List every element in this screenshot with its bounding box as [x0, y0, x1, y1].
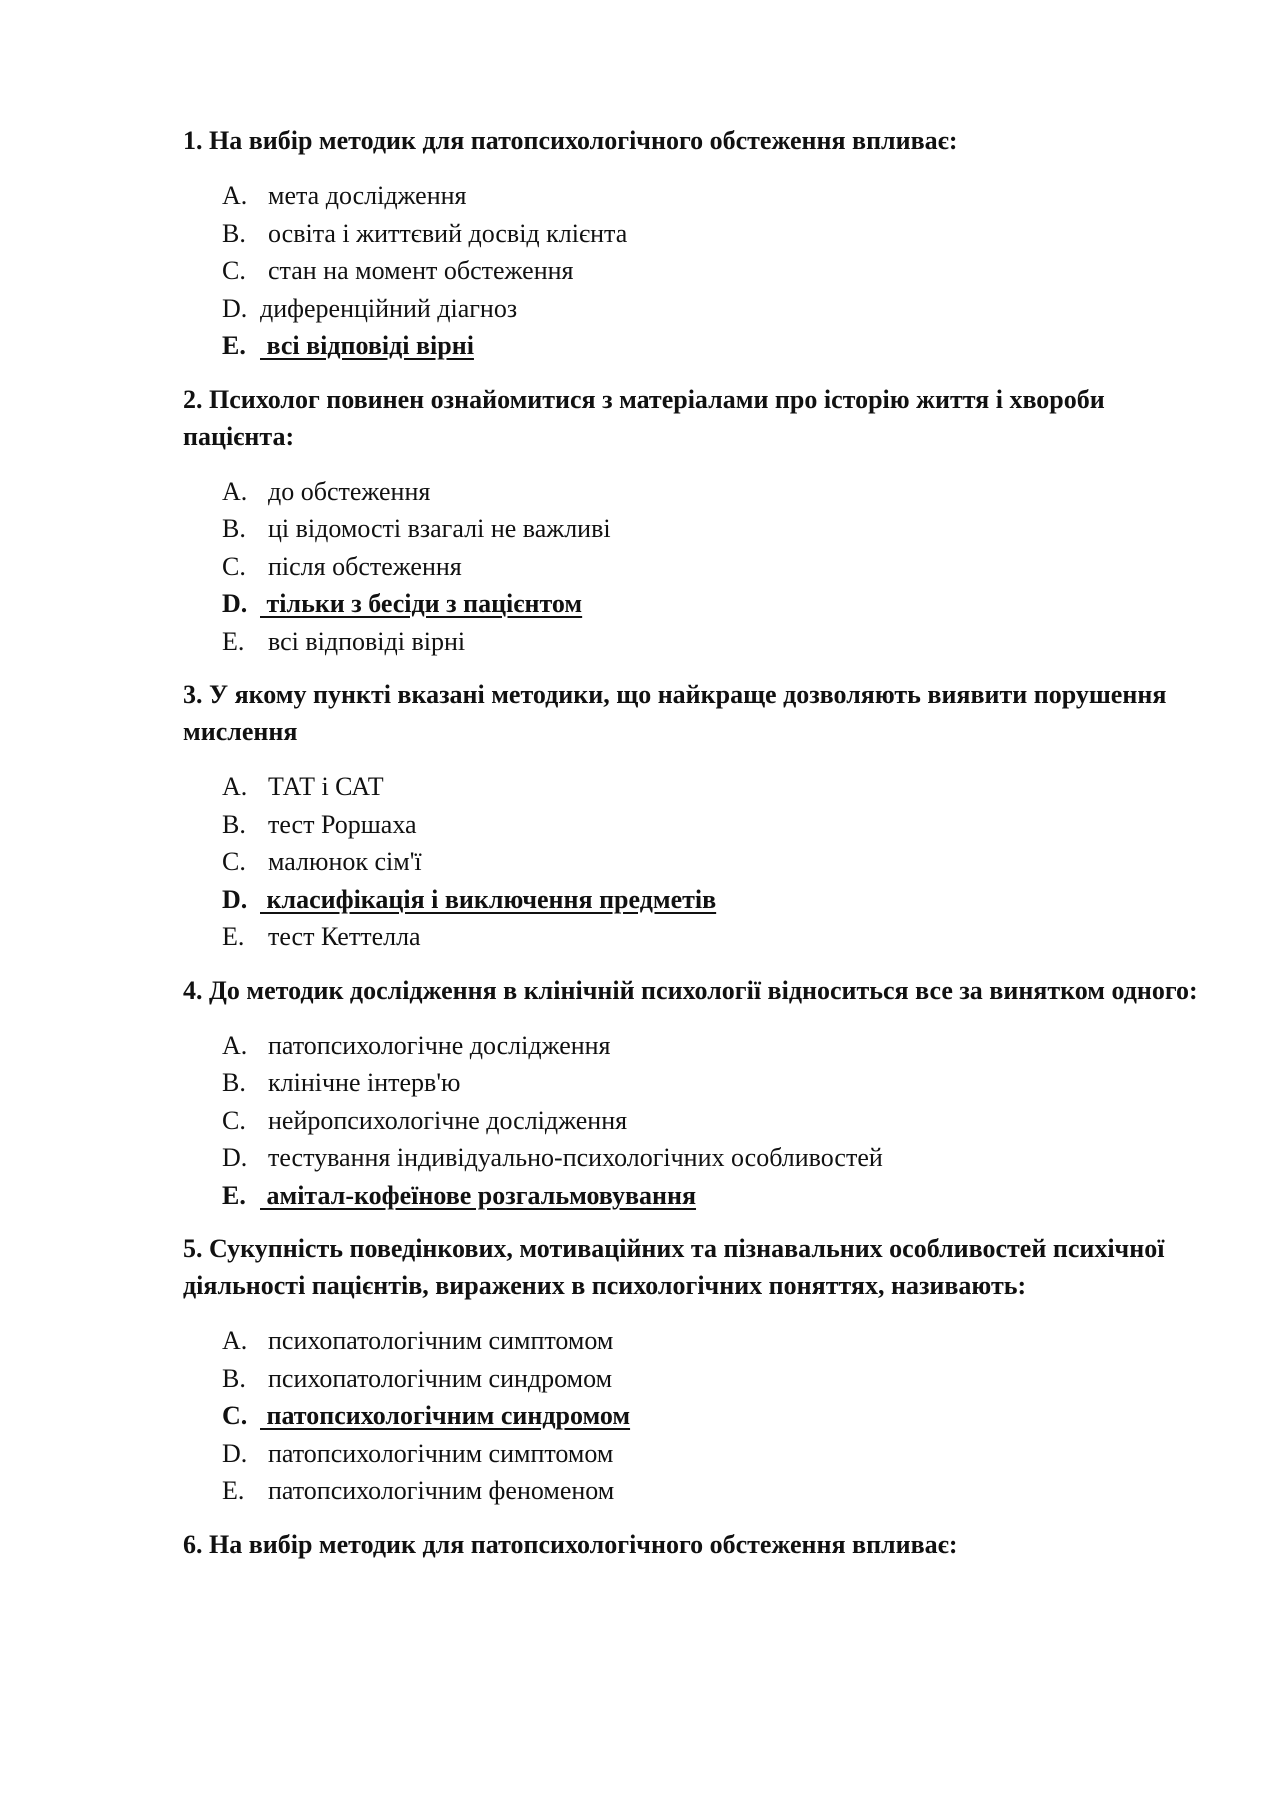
option-c [222, 843, 1213, 881]
option-list [183, 1027, 1213, 1215]
option-text: малюнок сім'ї [268, 847, 422, 876]
option-a [222, 1322, 1213, 1360]
option-letter: D. [222, 293, 248, 323]
option-list [183, 177, 1213, 365]
option-text: патопсихологічне дослідження [268, 1030, 611, 1060]
option-text: мета дослідження [268, 181, 467, 210]
option-text: психопатологічним синдромом [268, 1363, 613, 1393]
option-letter: B. [222, 809, 246, 839]
option-c [222, 1102, 1213, 1140]
option-letter: B. [222, 514, 246, 543]
question-title: 3. У якому пункті вказані методики, що найкраще дозволяють виявити порушення мислення [183, 680, 1167, 746]
option-letter: C. [222, 551, 246, 581]
option-d [222, 290, 1213, 328]
option-d [222, 1435, 1213, 1473]
option-letter: E. [222, 331, 246, 360]
option-letter: B. [222, 1363, 246, 1393]
option-text: після обстеження [268, 551, 462, 581]
option-text: тестування індивідуально-психологічних особливостей [268, 1143, 883, 1172]
option-letter: E. [222, 922, 245, 951]
option-text: психопатологічним симптомом [268, 1326, 614, 1355]
option-d-correct [222, 585, 1213, 623]
option-e-correct [222, 327, 1213, 365]
option-letter: A. [222, 1030, 248, 1060]
option-text: всі відповіді вірні [268, 626, 466, 656]
option-list [183, 473, 1213, 661]
question-5 [183, 1230, 1213, 1510]
option-b [222, 1064, 1213, 1102]
option-letter: B. [222, 218, 246, 248]
option-text: нейропсихологічне дослідження [268, 1105, 628, 1135]
option-text: патопсихологічним синдромом [260, 1401, 631, 1430]
option-list [183, 768, 1213, 956]
option-d [222, 1139, 1213, 1177]
option-b [222, 510, 1213, 548]
option-letter: E. [222, 1180, 246, 1210]
option-letter: D. [222, 589, 248, 618]
option-text: патопсихологічним феноменом [268, 1476, 615, 1505]
option-text: диференційний діагноз [260, 293, 518, 323]
option-list [183, 1322, 1213, 1510]
option-text: клінічне інтерв'ю [268, 1068, 461, 1097]
question-2 [183, 381, 1213, 661]
option-text: патопсихологічним симптомом [268, 1438, 614, 1468]
option-b [222, 215, 1213, 253]
option-letter: D. [222, 1438, 248, 1468]
option-c [222, 548, 1213, 586]
option-c-correct [222, 1397, 1213, 1435]
option-a [222, 473, 1213, 511]
option-a [222, 768, 1213, 806]
question-title: 5. Сукупність поведінкових, мотиваційних та пізнавальних особливостей психічної діяльності пацієнтів, виражених в психологічних поняттях, називають: [183, 1234, 1165, 1300]
option-e [222, 1472, 1213, 1510]
question-1 [183, 122, 1213, 365]
option-text: тест Кеттелла [268, 922, 421, 951]
option-text: амітал-кофеїнове розгальмовування [260, 1180, 697, 1210]
option-b [222, 806, 1213, 844]
option-text: до обстеження [268, 476, 431, 506]
option-letter: D. [222, 884, 248, 914]
question-3 [183, 676, 1213, 956]
option-letter: A. [222, 1326, 248, 1355]
option-e [222, 623, 1213, 661]
option-letter: E. [222, 1476, 245, 1505]
option-letter: C. [222, 256, 246, 285]
question-title: 2. Психолог повинен ознайомитися з матеріалами про історію життя і хвороби пацієнта: [183, 384, 1105, 451]
option-e [222, 918, 1213, 956]
option-text: ці відомості взагалі не важливі [268, 514, 611, 543]
option-a [222, 1027, 1213, 1065]
option-letter: C. [222, 847, 246, 876]
question-title: 4. До методик дослідження в клінічній психології відноситься все за винятком одного: [183, 975, 1198, 1005]
option-text: освіта і життєвий досвід клієнта [268, 218, 628, 248]
option-text: стан на момент обстеження [268, 256, 574, 285]
question-6 [183, 1526, 1213, 1563]
question-title: 6. На вибір методик для патопсихологічного обстеження впливає: [183, 1529, 958, 1559]
option-letter: C. [222, 1105, 246, 1135]
question-4 [183, 972, 1213, 1215]
option-c [222, 252, 1213, 290]
option-letter: A. [222, 181, 248, 210]
option-letter: E. [222, 626, 245, 656]
question-title: 1. На вибір методик для патопсихологічного обстеження впливає: [183, 126, 958, 155]
document-page [183, 122, 1213, 1579]
option-letter: C. [222, 1401, 248, 1430]
option-e-correct [222, 1177, 1213, 1215]
option-text: тільки з бесіди з пацієнтом [260, 589, 583, 618]
option-letter: D. [222, 1143, 248, 1172]
option-text: ТАТ і САТ [268, 772, 384, 801]
option-a [222, 177, 1213, 215]
option-text: класифікація і виключення предметів [260, 884, 717, 914]
option-text: всі відповіді вірні [260, 331, 474, 360]
option-text: тест Роршаха [268, 809, 417, 839]
option-letter: A. [222, 772, 248, 801]
option-letter: A. [222, 476, 248, 506]
option-letter: B. [222, 1068, 246, 1097]
option-b [222, 1360, 1213, 1398]
option-d-correct [222, 881, 1213, 919]
